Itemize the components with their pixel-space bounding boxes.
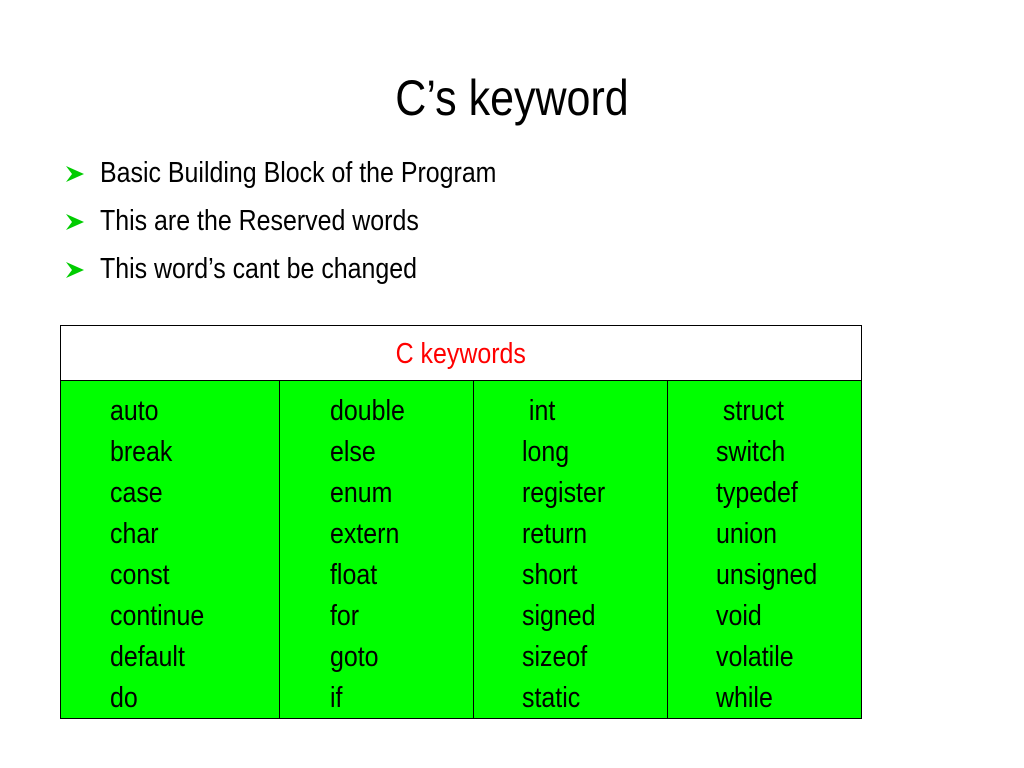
keyword-cell: continue xyxy=(110,600,205,632)
keyword-cell: union xyxy=(716,518,778,550)
keyword-cell: switch xyxy=(716,436,786,468)
keyword-cell: double xyxy=(330,395,405,427)
keyword-cell: extern xyxy=(330,518,400,550)
keyword-cell: for xyxy=(330,600,360,632)
keyword-cell: long xyxy=(522,436,570,468)
keyword-column-3 xyxy=(473,381,667,718)
bullet-text: This are the Reserved words xyxy=(100,205,419,237)
arrow-bullet-icon xyxy=(64,165,86,183)
keyword-cell: volatile xyxy=(716,641,794,673)
keyword-cell: short xyxy=(522,559,578,591)
keyword-cell: unsigned xyxy=(716,559,818,591)
keyword-cell: auto xyxy=(110,395,159,427)
bullet-item xyxy=(62,202,561,250)
keyword-cell: if xyxy=(330,682,343,714)
keyword-cell: break xyxy=(110,436,173,468)
bullet-item xyxy=(62,250,561,298)
keyword-column-1 xyxy=(61,381,279,718)
keyword-cell: do xyxy=(110,682,138,714)
keyword-cell: while xyxy=(716,682,773,714)
keyword-cell: signed xyxy=(522,600,596,632)
arrow-bullet-icon xyxy=(64,213,86,231)
table-header-label: C keywords xyxy=(395,338,527,370)
keyword-cell: typedef xyxy=(716,477,798,509)
bullet-text: This word’s cant be changed xyxy=(100,253,418,285)
bullet-item xyxy=(62,154,561,202)
keyword-column-2 xyxy=(279,381,473,718)
keyword-cell: static xyxy=(522,682,581,714)
keyword-cell: int xyxy=(522,395,556,427)
keyword-column-4 xyxy=(667,381,861,718)
keyword-cell: float xyxy=(330,559,378,591)
keyword-cell: void xyxy=(716,600,762,632)
arrow-bullet-icon xyxy=(64,261,86,279)
keyword-cell: enum xyxy=(330,477,393,509)
keyword-cell: const xyxy=(110,559,170,591)
keyword-cell: goto xyxy=(330,641,379,673)
keyword-cell: struct xyxy=(716,395,784,427)
table-header xyxy=(61,326,861,381)
slide-title: C’s keyword xyxy=(395,70,629,126)
keyword-cell: default xyxy=(110,641,185,673)
keyword-cell: register xyxy=(522,477,606,509)
keyword-cell: case xyxy=(110,477,163,509)
keyword-cell: sizeof xyxy=(522,641,588,673)
bullet-list xyxy=(62,154,561,298)
keyword-cell: return xyxy=(522,518,588,550)
bullet-text: Basic Building Block of the Program xyxy=(100,157,497,189)
keyword-cell: char xyxy=(110,518,159,550)
keyword-cell: else xyxy=(330,436,376,468)
keywords-table xyxy=(60,325,862,719)
